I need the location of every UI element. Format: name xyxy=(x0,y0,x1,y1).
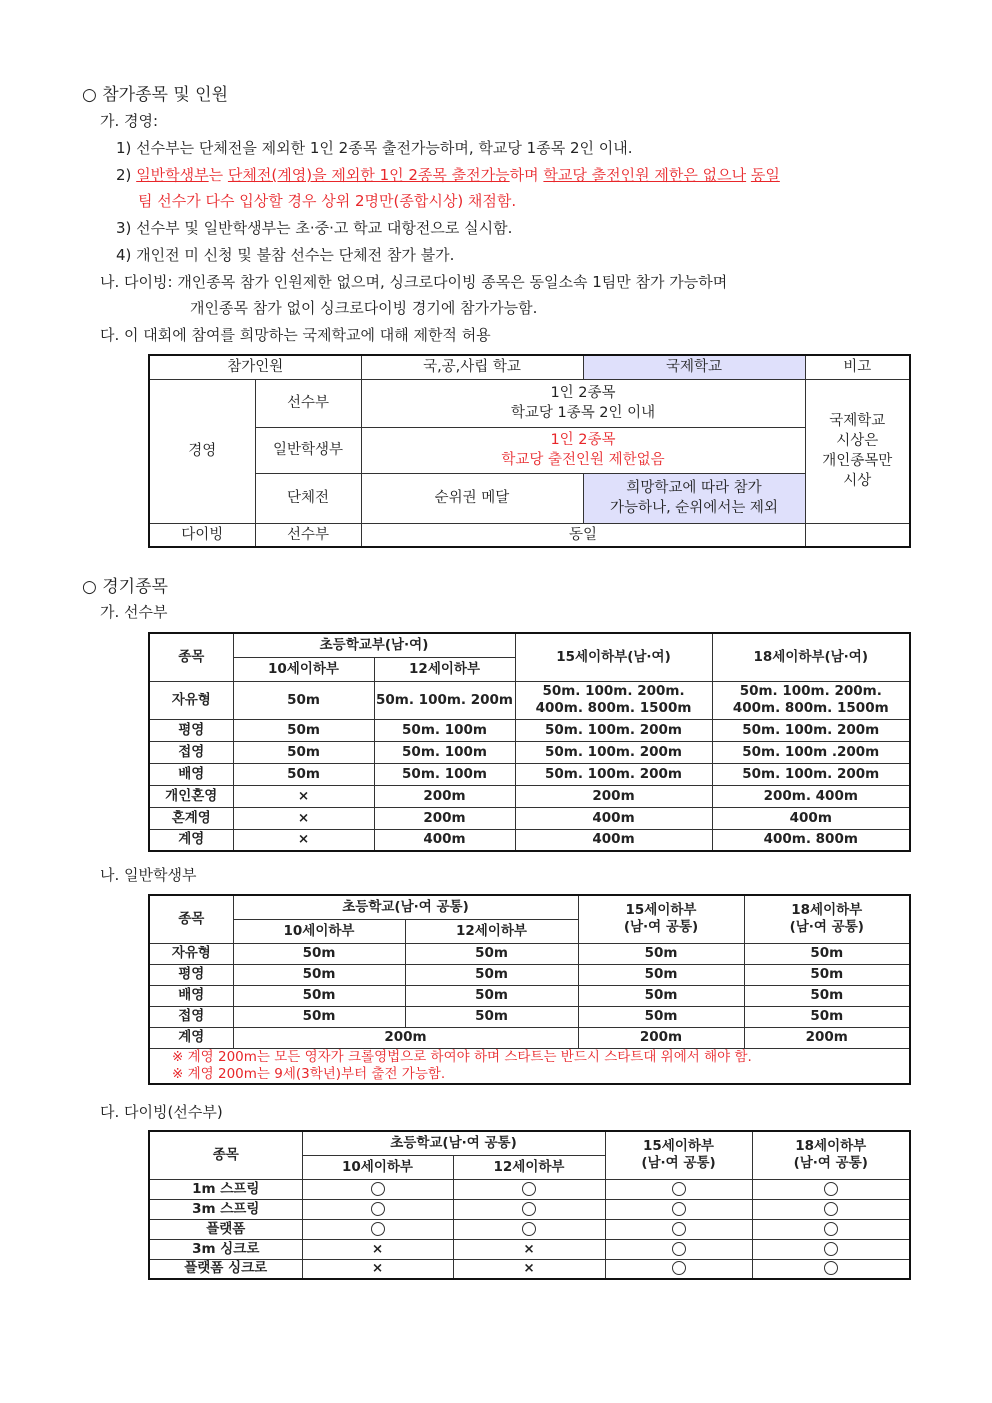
same-cell: 동일 xyxy=(361,523,805,547)
circle-mark-icon xyxy=(522,1202,536,1216)
table-row: 평영 50m 50m 50m 50m xyxy=(149,964,910,985)
swimming-label: 가. 경영: xyxy=(100,112,159,130)
circle-mark-icon xyxy=(672,1261,686,1275)
x-mark: × xyxy=(371,1240,384,1257)
swimming-cell: 경영 xyxy=(149,379,255,523)
header-event: 종목 xyxy=(149,895,233,943)
general-division-label: 나. 일반학생부 xyxy=(100,866,197,884)
table-row: 개인혼영 × 200m 200m 200m. 400m xyxy=(149,785,910,807)
table-row: 접영 50m 50m 50m 50m xyxy=(149,1006,910,1027)
header-international: 국제학교 xyxy=(583,355,805,379)
general-cell: 일반학생부 xyxy=(255,427,361,473)
header-u10: 10세이하부 xyxy=(233,657,374,681)
athlete-rule-cell: 1인 2종목 학교당 1종목 2인 이내 xyxy=(361,379,805,427)
team-cell: 단체전 xyxy=(255,473,361,523)
team-intl-cell: 희망학교에 따라 참가 가능하나, 순위에서는 제외 xyxy=(583,473,805,523)
table-row: 혼계영 × 200m 400m 400m xyxy=(149,807,910,829)
table-row: 플랫폼 싱크로 × × xyxy=(149,1259,910,1279)
circle-mark-icon xyxy=(371,1182,385,1196)
section-heading-events: ○ 경기종목 xyxy=(82,577,168,597)
header-elementary: 초등학교부(남·여) xyxy=(233,633,515,657)
table-row: 플랫폼 xyxy=(149,1219,910,1239)
table-row: 배영 50m 50m 50m 50m xyxy=(149,985,910,1006)
table-row: 3m 스프링 xyxy=(149,1199,910,1219)
circle-mark-icon xyxy=(371,1202,385,1216)
circle-mark-icon xyxy=(672,1222,686,1236)
circle-mark-icon xyxy=(672,1182,686,1196)
participation-table xyxy=(148,354,911,548)
x-mark: × xyxy=(523,1260,535,1277)
athlete-cell: 선수부 xyxy=(255,379,361,427)
circle-mark-icon xyxy=(824,1242,838,1256)
table-row: 1m 스프링 xyxy=(149,1179,910,1199)
header-event: 종목 xyxy=(149,633,233,681)
circle-mark-icon xyxy=(824,1202,838,1216)
table-row: 계영 200m 200m 200m xyxy=(149,1027,910,1048)
general-rule-cell: 1인 2종목 학교당 출전인원 제한없음 xyxy=(361,427,805,473)
table-row: 자유형 50m 50m. 100m. 200m 50m. 100m. 200m. 400m. 800m. 1500m 50m. 100m. 200m. 400m. 800m. 1500m xyxy=(149,681,910,719)
table-row: 자유형 50m 50m 50m 50m xyxy=(149,943,910,964)
note-cell: 국제학교 시상은 개인종목만 시상 xyxy=(805,379,910,523)
circle-mark-icon xyxy=(824,1222,838,1236)
header-elementary: 초등학교(남·여 공통) xyxy=(233,895,578,919)
header-schools: 국,공,사립 학교 xyxy=(361,355,583,379)
header-u12: 12세이하부 xyxy=(453,1155,605,1179)
circle-mark-icon xyxy=(672,1242,686,1256)
rule-3: 3) 선수부 및 일반학생부는 초·중·고 학교 대항전으로 실시함. xyxy=(116,219,513,237)
diving-athlete-cell: 선수부 xyxy=(255,523,361,547)
circle-mark-icon xyxy=(824,1182,838,1196)
diving-rule-line2: 개인종목 참가 없이 싱크로다이빙 경기에 참가가능함. xyxy=(190,299,538,317)
header-event: 종목 xyxy=(149,1131,302,1179)
circle-mark-icon xyxy=(522,1182,536,1196)
relay-notes: ※ 계영 200m는 모든 영자가 크롤영법으로 하여야 하며 스타트는 반드시 스타트대 위에서 해야 함. ※ 계영 200m는 9세(3학년)부터 출전 가능함. xyxy=(149,1048,910,1084)
athlete-events-table xyxy=(148,632,911,852)
x-mark: × xyxy=(371,1260,384,1277)
rule-1: 1) 선수부는 단체전을 제외한 1인 2종목 출전가능하며, 학교당 1종목 2인 이내. xyxy=(116,139,633,157)
header-u15: 15세이하부 (남·여 공통) xyxy=(578,895,744,943)
header-u18: 18세이하부 (남·여 공통) xyxy=(752,1131,910,1179)
table-row: 3m 싱크로 × × xyxy=(149,1239,910,1259)
header-elementary: 초등학교(남·여 공통) xyxy=(302,1131,605,1155)
header-participants: 참가인원 xyxy=(149,355,361,379)
header-u18: 18세이하부 (남·여 공통) xyxy=(744,895,910,943)
header-u12: 12세이하부 xyxy=(405,919,578,943)
general-events-table xyxy=(148,894,911,1085)
athlete-division-label: 가. 선수부 xyxy=(100,603,168,621)
team-school-cell: 순위권 메달 xyxy=(361,473,583,523)
table-row: 평영 50m 50m. 100m 50m. 100m. 200m 50m. 100m. 200m xyxy=(149,719,910,741)
diving-cell: 다이빙 xyxy=(149,523,255,547)
rule-4: 4) 개인전 미 신청 및 불참 선수는 단체전 참가 불가. xyxy=(116,246,455,264)
x-mark: × xyxy=(523,1240,535,1257)
diving-events-table xyxy=(148,1130,911,1280)
circle-mark-icon xyxy=(371,1222,385,1236)
header-u15: 15세이하부(남·여) xyxy=(515,633,712,681)
rule-2: 2) 일반학생부는 단체전(계영)을 제외한 1인 2종목 출전가능하며 학교당 출전인원 제한은 없으나 동일 xyxy=(116,166,780,184)
header-note: 비고 xyxy=(805,355,910,379)
international-school-rule: 다. 이 대회에 참여를 희망하는 국제학교에 대해 제한적 허용 xyxy=(100,326,491,344)
header-u12: 12세이하부 xyxy=(374,657,515,681)
table-row: 접영 50m 50m. 100m 50m. 100m. 200m 50m. 100m .200m xyxy=(149,741,910,763)
header-u15: 15세이하부 (남·여 공통) xyxy=(605,1131,752,1179)
section-heading-participation: ○ 참가종목 및 인원 xyxy=(82,85,228,105)
diving-division-label: 다. 다이빙(선수부) xyxy=(100,1103,223,1121)
circle-mark-icon xyxy=(672,1202,686,1216)
circle-mark-icon xyxy=(522,1222,536,1236)
circle-mark-icon xyxy=(824,1261,838,1275)
table-row: 배영 50m 50m. 100m 50m. 100m. 200m 50m. 100m. 200m xyxy=(149,763,910,785)
diving-rule-line1: 나. 다이빙: 개인종목 참가 인원제한 없으며, 싱크로다이빙 종목은 동일소속 1팀만 참가 가능하며 xyxy=(100,273,728,291)
header-u10: 10세이하부 xyxy=(302,1155,453,1179)
header-u10: 10세이하부 xyxy=(233,919,405,943)
header-u18: 18세이하부(남·여) xyxy=(712,633,910,681)
table-row: 계영 × 400m 400m 400m. 800m xyxy=(149,829,910,851)
rule-2-continued: 팀 선수가 다수 입상할 경우 상위 2명만(종합시상) 채점함. xyxy=(138,192,517,210)
